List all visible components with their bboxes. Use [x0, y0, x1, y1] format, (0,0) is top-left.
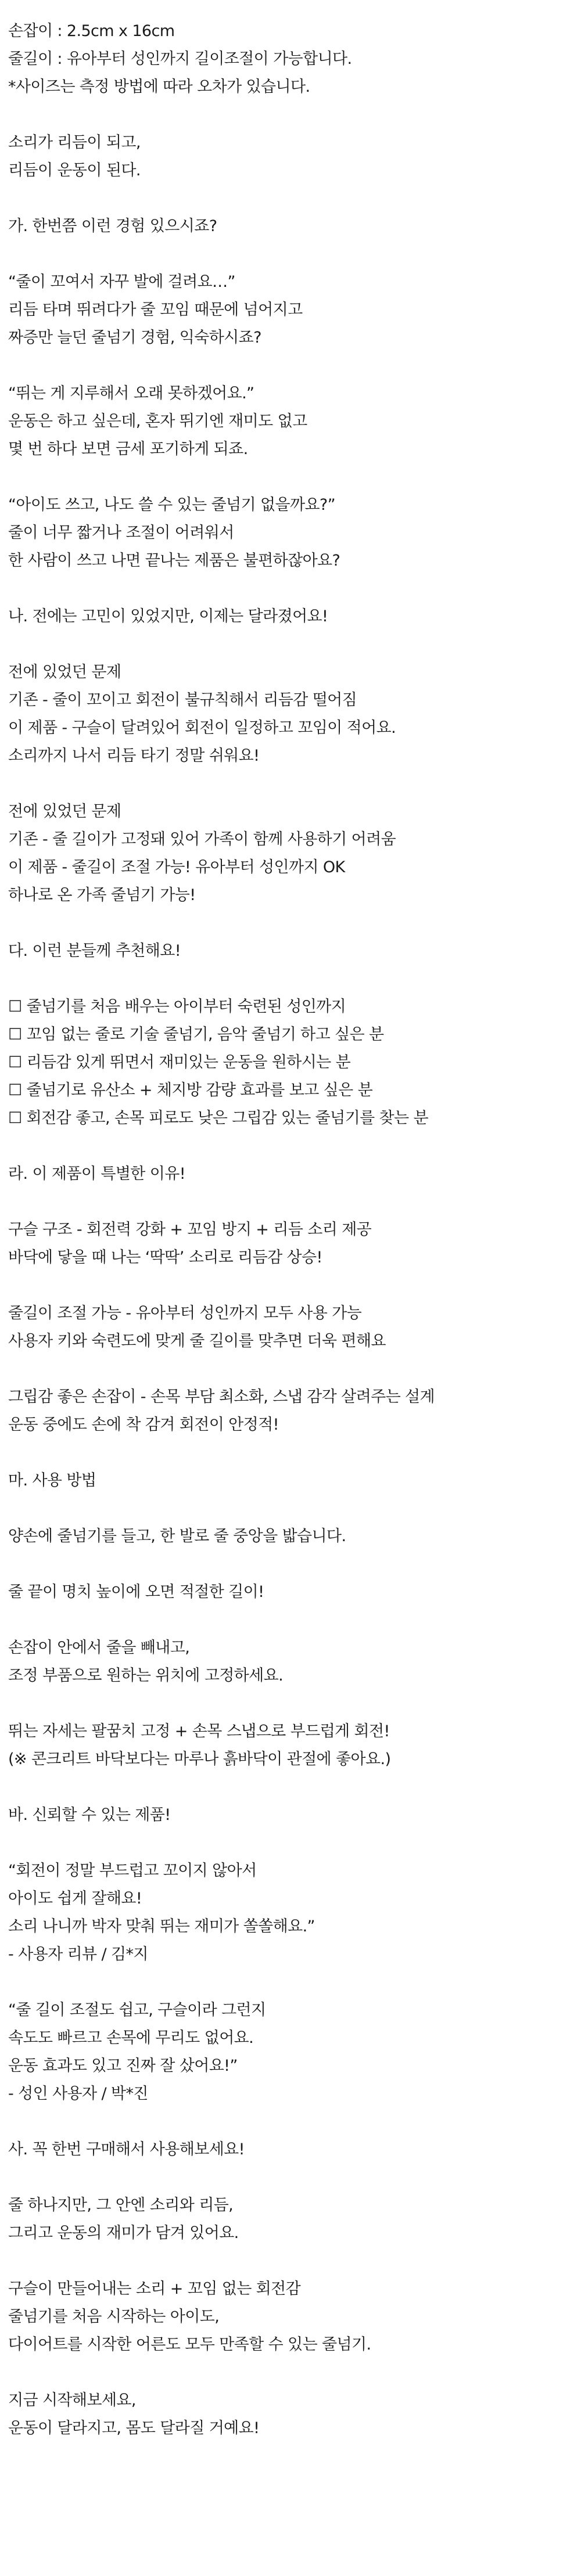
text-line: 바. 신뢰할 수 있는 제품!	[8, 1806, 171, 1824]
paragraph	[8, 213, 573, 240]
text-line: 가. 한번쯤 이런 경험 있으시죠?	[8, 217, 217, 235]
text-line: 운동 중에도 손에 착 감겨 회전이 안정적!	[8, 1416, 279, 1434]
text-line: 아이도 쉽게 잘해요!	[8, 1890, 142, 1908]
text-line: 그리고 운동의 재미가 담겨 있어요.	[8, 2224, 239, 2242]
text-line: 기존 - 줄 길이가 고정돼 있어 가족이 함께 사용하기 어려움	[8, 830, 396, 848]
text-line: 구슬이 만들어내는 소리 + 꼬임 없는 회전감	[8, 2280, 301, 2298]
text-line: ☐ 회전감 좋고, 손목 피로도 낮은 그립감 있는 줄넘기를 찾는 분	[8, 1109, 428, 1127]
text-line: 한 사람이 쓰고 나면 끝나는 제품은 불편하잖아요?	[8, 552, 340, 570]
text-line: 마. 사용 방법	[8, 1472, 96, 1490]
text-line: 운동이 달라지고, 몸도 달라질 거예요!	[8, 2419, 260, 2437]
text-line: “줄이 꼬여서 자꾸 발에 걸려요…”	[8, 273, 235, 291]
text-line: *사이즈는 측정 방법에 따라 오차가 있습니다.	[8, 78, 310, 96]
paragraph	[8, 1300, 573, 1355]
paragraph	[8, 2387, 573, 2442]
text-line: 짜증만 늘던 줄넘기 경험, 익숙하시죠?	[8, 329, 261, 347]
paragraph	[8, 1523, 573, 1550]
paragraph	[8, 2192, 573, 2247]
text-line: 소리가 리듬이 되고,	[8, 134, 141, 152]
paragraph	[8, 1857, 573, 1969]
text-line: 줄넘기를 처음 시작하는 아이도,	[8, 2308, 220, 2326]
text-line: ☐ 꼬임 없는 줄로 기술 줄넘기, 음악 줄넘기 하고 싶은 분	[8, 1026, 384, 1044]
text-line: 손잡이 : 2.5cm x 16cm	[8, 22, 175, 40]
text-line: 그립감 좋은 손잡이 - 손목 부담 최소화, 스냅 감각 살려주는 설계	[8, 1388, 435, 1406]
text-line: 운동 효과도 있고 진짜 잘 샀어요!”	[8, 2057, 238, 2075]
paragraph	[8, 1718, 573, 1773]
paragraph	[8, 17, 573, 101]
text-line: 리듬이 운동이 된다.	[8, 161, 141, 179]
text-line: 사용자 키와 숙련도에 맞게 줄 길이를 맞추면 더욱 편해요	[8, 1332, 386, 1350]
paragraph	[8, 2275, 573, 2359]
text-line: “줄 길이 조절도 쉽고, 구슬이라 그런지	[8, 2001, 266, 2019]
text-line: 줄 끝이 명치 높이에 오면 적절한 길이!	[8, 1583, 264, 1601]
paragraph	[8, 659, 573, 770]
text-line: 소리까지 나서 리듬 타기 정말 쉬워요!	[8, 747, 260, 765]
text-line: 이 제품 - 줄길이 조절 가능! 유아부터 성인까지 OK	[8, 858, 345, 876]
text-line: 줄이 너무 짧거나 조절이 어려워서	[8, 524, 234, 542]
text-line: (※ 콘크리트 바닥보다는 마루나 흙바닥이 관절에 좋아요.)	[8, 1750, 391, 1768]
text-line: 기존 - 줄이 꼬이고 회전이 불규칙해서 리듬감 떨어짐	[8, 691, 357, 709]
text-line: 이 제품 - 구슬이 달려있어 회전이 일정하고 꼬임이 적어요.	[8, 719, 396, 737]
text-line: 뛰는 자세는 팔꿈치 고정 + 손목 스냅으로 부드럽게 회전!	[8, 1722, 390, 1740]
text-line: 속도도 빠르고 손목에 무리도 없어요.	[8, 2029, 254, 2047]
text-line: 구슬 구조 - 회전력 강화 + 꼬임 방지 + 리듬 소리 제공	[8, 1221, 372, 1239]
paragraph	[8, 603, 573, 631]
text-line: 다. 이런 분들께 추천해요!	[8, 942, 181, 960]
text-line: 소리 나니까 박자 맞춰 뛰는 재미가 쏠쏠해요.”	[8, 1917, 315, 1935]
text-line: 줄 하나지만, 그 안엔 소리와 리듬,	[8, 2196, 234, 2214]
text-line: - 성인 사용자 / 박*진	[8, 2085, 148, 2103]
text-line: 양손에 줄넘기를 들고, 한 발로 줄 중앙을 밟습니다.	[8, 1527, 346, 1545]
text-line: 손잡이 안에서 줄을 빼내고,	[8, 1639, 190, 1657]
text-line: 조정 부품으로 원하는 위치에 고정하세요.	[8, 1667, 284, 1685]
text-line: 줄길이 조절 가능 - 유아부터 성인까지 모두 사용 가능	[8, 1304, 362, 1322]
paragraph	[8, 1634, 573, 1690]
text-line: 몇 번 하다 보면 금세 포기하게 되죠.	[8, 440, 248, 458]
paragraph	[8, 2136, 573, 2164]
text-line: 바닥에 닿을 때 나는 ‘딱딱’ 소리로 리듬감 상승!	[8, 1249, 322, 1267]
text-line: 전에 있었던 문제	[8, 803, 121, 821]
text-line: 나. 전에는 고민이 있었지만, 이제는 달라졌어요!	[8, 607, 328, 625]
text-line: ☐ 줄넘기로 유산소 + 체지방 감량 효과를 보고 싶은 분	[8, 1081, 373, 1099]
text-line: 전에 있었던 문제	[8, 663, 121, 681]
text-line: 지금 시작해보세요,	[8, 2391, 136, 2409]
paragraph	[8, 993, 573, 1132]
text-line: “회전이 정말 부드럽고 꼬이지 않아서	[8, 1862, 257, 1880]
paragraph	[8, 1578, 573, 1606]
paragraph	[8, 129, 573, 185]
text-line: 운동은 하고 싶은데, 혼자 뛰기엔 재미도 없고	[8, 412, 307, 430]
text-line: 다이어트를 시작한 어른도 모두 만족할 수 있는 줄넘기.	[8, 2336, 371, 2354]
text-line: “뛰는 게 지루해서 오래 못하겠어요.”	[8, 384, 254, 402]
paragraph	[8, 268, 573, 352]
paragraph	[8, 1996, 573, 2108]
paragraph	[8, 1383, 573, 1439]
paragraph	[8, 1216, 573, 1272]
paragraph	[8, 380, 573, 463]
paragraph	[8, 937, 573, 965]
text-line: 라. 이 제품이 특별한 이유!	[8, 1165, 185, 1183]
paragraph	[8, 1467, 573, 1495]
text-line: ☐ 리듬감 있게 뛰면서 재미있는 운동을 원하시는 분	[8, 1053, 351, 1071]
text-line: 하나로 온 가족 줄넘기 가능!	[8, 886, 196, 904]
text-line: “아이도 쓰고, 나도 쓸 수 있는 줄넘기 없을까요?”	[8, 496, 336, 514]
text-line: ☐ 줄넘기를 처음 배우는 아이부터 숙련된 성인까지	[8, 998, 346, 1016]
paragraph	[8, 1160, 573, 1188]
text-line: 줄길이 : 유아부터 성인까지 길이조절이 가능합니다.	[8, 50, 352, 68]
text-line: 사. 꼭 한번 구매해서 사용해보세요!	[8, 2140, 245, 2158]
paragraph	[8, 1801, 573, 1829]
text-line: - 사용자 리뷰 / 김*지	[8, 1945, 148, 1963]
paragraph	[8, 491, 573, 575]
text-line: 리듬 타며 뛰려다가 줄 꼬임 때문에 넘어지고	[8, 301, 303, 319]
paragraph	[8, 798, 573, 909]
